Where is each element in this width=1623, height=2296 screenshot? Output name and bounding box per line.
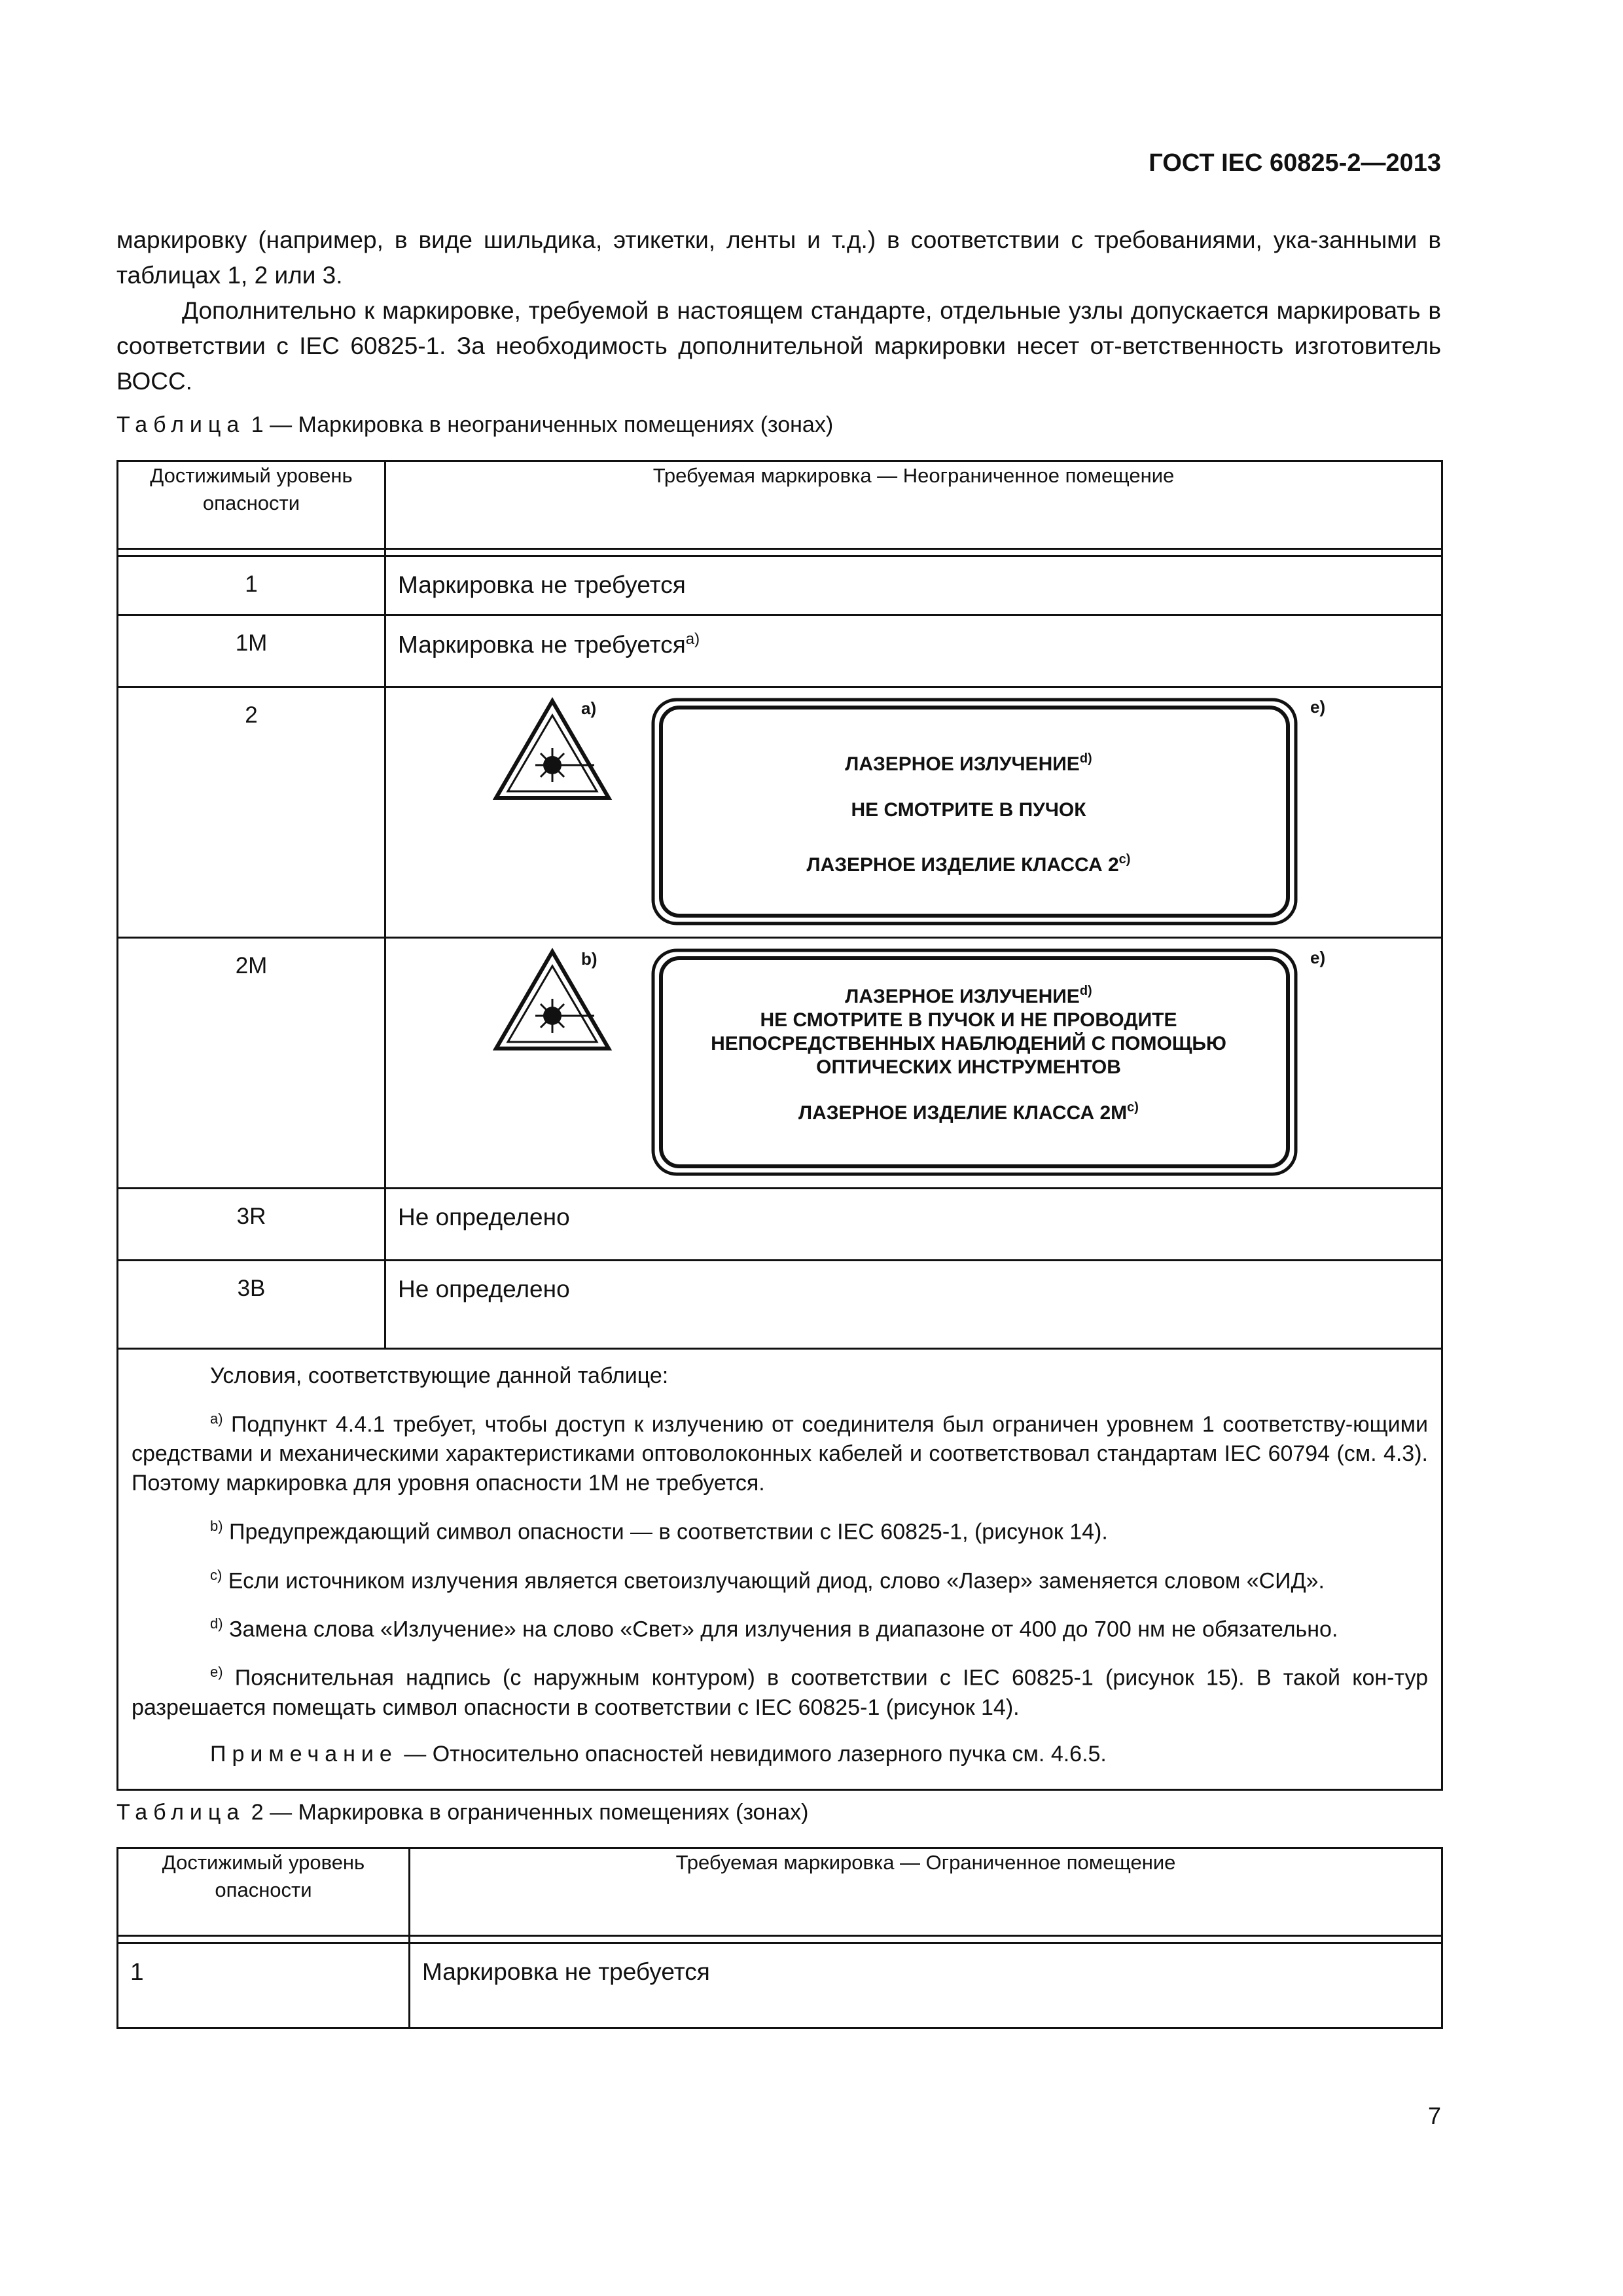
table-row [118,1943,1442,2028]
table2-caption-word: Таблица [116,1800,245,1825]
level-cell: 2 [118,687,385,938]
notes-title: Условия, соответствующие данной таблице: [210,1363,669,1388]
marking-cell: Маркировка не требуется [385,556,1442,615]
marking-cell [385,615,1442,687]
intro-paragraph-2: Дополнительно к маркировке, требуемой в настоящем стандарте, отдельные узлы допускается маркировать в соответствии с IEC 60825-1. За необходимость дополнительной маркировки несет от-ветственность изготовитель ВОСС. [116,297,1441,395]
table2-caption-text: 2 — Маркировка в ограниченных помещениях (зонах) [245,1800,809,1825]
class2-marking-graphic [386,688,1440,933]
class2m-marking-graphic [386,939,1440,1184]
label-line-1: ЛАЗЕРНОЕ ИЗЛУЧЕНИЕ$^{d)}$ [845,984,1092,1007]
table1-caption-text: 1 — Маркировка в неограниченных помещениях (зонах) [245,412,834,437]
label-line-2: НЕ СМОТРИТЕ В ПУЧОК И НЕ ПРОВОДИТЕ [760,1009,1177,1031]
footnote: $^{e)}$ Пояснительная надпись (с наружным контуром) в соответствии с IEC 60825-1 (рисунок 15). В такой кон-тур разрешается помещать символ опасности в соответствии с IEC 60825-1 (рисунок 14). [132,1664,1428,1720]
table-notes [118,1349,1442,1790]
table-row [118,1261,1442,1349]
page-number: 7 [1427,2102,1441,2129]
symbol-footnote-mark: a) [581,698,597,718]
table2 [116,1847,1443,2029]
marking-text: Маркировка не требуется [398,631,686,658]
table-row [118,1189,1442,1261]
table2-caption [116,1800,808,1825]
footnote: $^{d)}$ Замена слова «Излучение» на слово «Свет» для излучения в диапазоне от 400 до 700 нм не обязательно. [210,1615,1338,1642]
table-note: Примечание — Относительно опасностей невидимого лазерного пучка см. 4.6.5. [210,1741,1107,1767]
symbol-footnote-mark: b) [581,949,597,969]
marking-cell [385,687,1442,938]
intro-paragraph-1: маркировку (например, в виде шильдика, этикетки, ленты и т.д.) в соответствии с требованиями, ука-занными в таблицах 1, 2 или 3. [116,226,1441,289]
label-line-2: НЕ СМОТРИТЕ В ПУЧОК [851,799,1086,821]
marking-cell [385,938,1442,1189]
level-cell: 1M [118,615,385,687]
label-footnote-mark: e) [1310,948,1326,967]
footnote: $^{c)}$ Если источником излучения является светоизлучающий диод, слово «Лазер» заменяется словом «СИД». [210,1566,1325,1593]
table1 [116,460,1443,1791]
table1-col1-header: Достижимый уровень опасности [118,461,385,549]
level-cell: 1 [118,556,385,615]
table-row [118,615,1442,687]
table-row [118,556,1442,615]
label-line-1: ЛАЗЕРНОЕ ИЗЛУЧЕНИЕ$^{d)}$ [845,751,1092,775]
table-notes-row [118,1349,1442,1790]
standard-header: ГОСТ IEC 60825-2—2013 [1149,149,1441,177]
level-cell: 3R [118,1189,385,1261]
table1-caption-word: Таблица [116,412,245,437]
footnote-ref: a) [685,630,700,648]
label-footnote-mark: e) [1310,697,1326,717]
table2-col2-header: Требуемая маркировка — Ограниченное помещение [410,1848,1442,1936]
marking-cell: Маркировка не требуется [410,1943,1442,2028]
marking-cell: Не определено [385,1189,1442,1261]
label-line-4: ОПТИЧЕСКИХ ИНСТРУМЕНТОВ [816,1056,1121,1078]
label-line-3: ЛАЗЕРНОЕ ИЗДЕЛИЕ КЛАССА 2$^{c)}$ [806,852,1131,876]
label-line-3: НЕПОСРЕДСТВЕННЫХ НАБЛЮДЕНИЙ С ПОМОЩЬЮ [711,1033,1226,1054]
level-cell: 3B [118,1261,385,1349]
level-cell: 1 [118,1943,410,2028]
footnote: $^{a)}$ Подпункт 4.4.1 требует, чтобы доступ к излучению от соединителя был ограничен уровнем 1 соответству-ющими средствами и механическими характеристиками оптоволоконных кабелей и соответствовал стандартам IEC 60794 (см. 4.3). Поэтому маркировка для уровня опасности 1M не требуется. [132,1410,1428,1496]
label-line-5: ЛАЗЕРНОЕ ИЗДЕЛИЕ КЛАССА $2М^{c)}$ [798,1100,1139,1124]
table2-col1-header: Достижимый уровень опасности [118,1848,410,1936]
level-cell: 2M [118,938,385,1189]
marking-cell: Не определено [385,1261,1442,1349]
footnote: $^{b)}$ Предупреждающий символ опасности — в соответствии с IEC 60825-1, (рисунок 14). [210,1518,1108,1545]
table-row [118,938,1442,1189]
table1-caption [116,412,833,438]
table1-col2-header: Требуемая маркировка — Неограниченное помещение [385,461,1442,549]
table-row [118,687,1442,938]
